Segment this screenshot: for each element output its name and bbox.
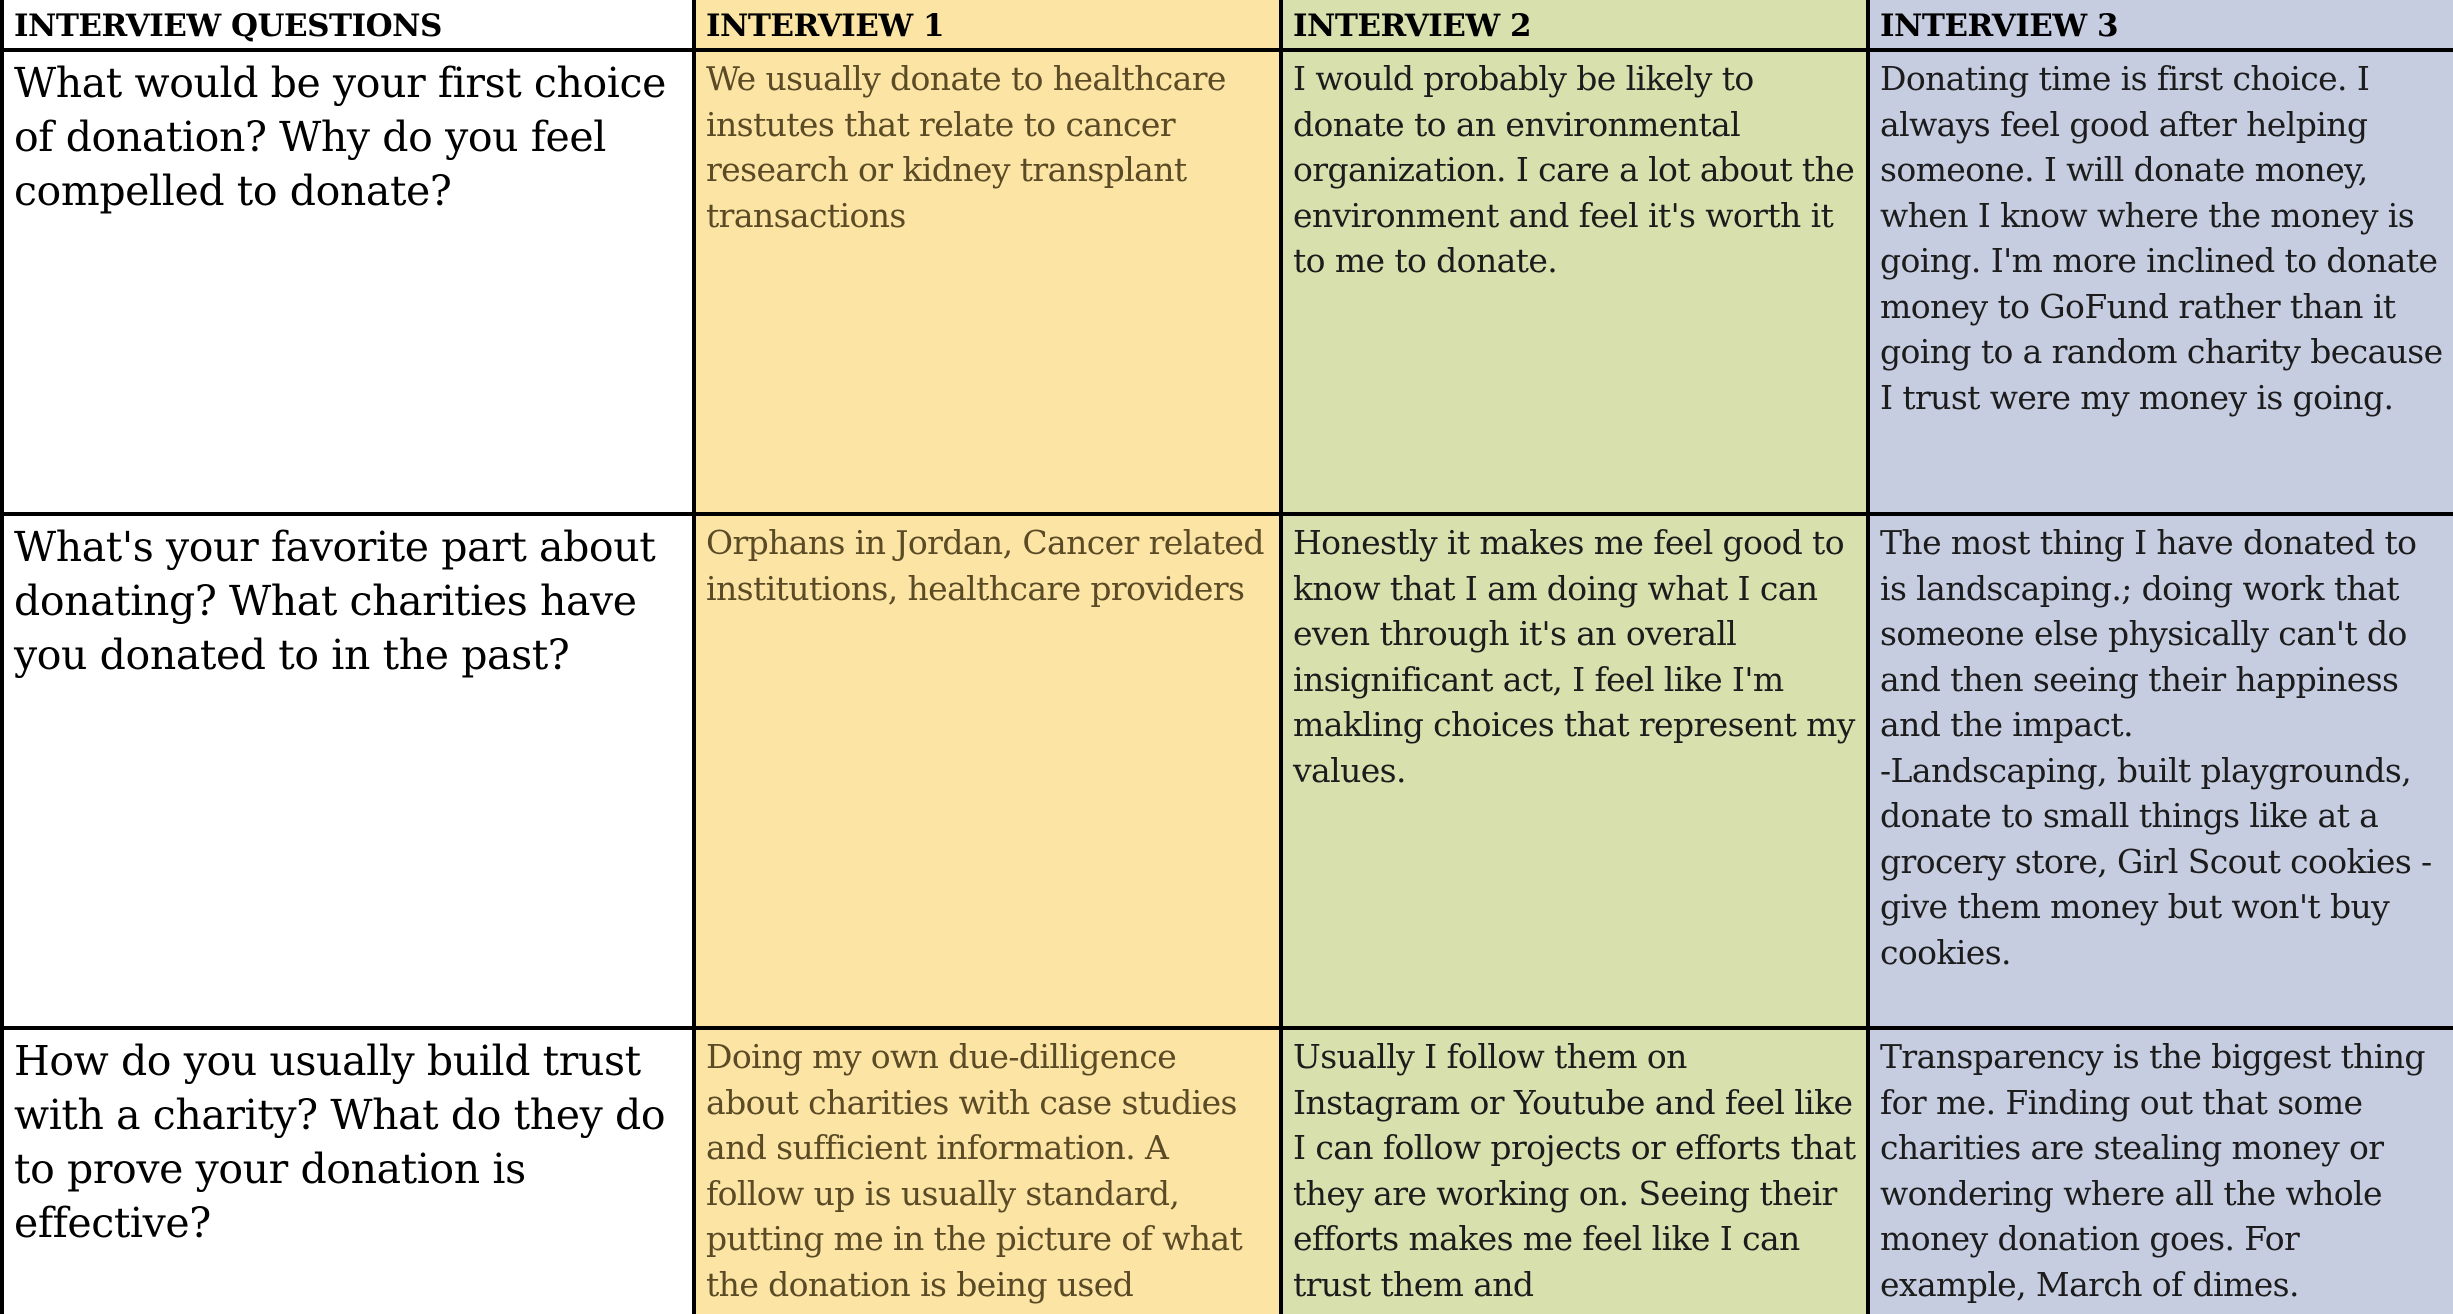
question-text: What would be your first choice of donation? Why do you feel compelled to donate? (14, 59, 666, 215)
question-text: How do you usually build trust with a charity? What do they do to prove your donation is effective? (14, 1037, 666, 1247)
table-row (2, 50, 2453, 514)
interview-1-answer-cell[interactable] (694, 1028, 1281, 1314)
interview-3-answer-cell[interactable] (1868, 514, 2453, 1028)
interview-1-answer-cell[interactable] (694, 514, 1281, 1028)
interview-1-answer-cell[interactable] (694, 50, 1281, 514)
answer-text: Usually I follow them on Instagram or Youtube and feel like I can follow projects or efforts that they are working on. Seeing their efforts makes me feel like I can trust them and (1293, 1037, 1856, 1304)
interview-2-answer-cell[interactable] (1281, 514, 1868, 1028)
question-cell[interactable] (2, 514, 694, 1028)
question-text: What's your favorite part about donating? What charities have you donated to in the past? (14, 523, 656, 679)
table-row (2, 514, 2453, 1028)
header-interview-questions[interactable]: INTERVIEW QUESTIONS (2, 0, 694, 50)
interview-2-answer-cell[interactable] (1281, 1028, 1868, 1314)
header-interview-1[interactable]: INTERVIEW 1 (694, 0, 1281, 50)
answer-text: Honestly it makes me feel good to know that I am doing what I can even through it's an overall insignificant act, I feel like I'm makling choices that represent my values. (1293, 523, 1855, 790)
answer-text: We usually donate to healthcare instutes that relate to cancer research or kidney transplant transactions (706, 59, 1226, 235)
interview-2-answer-cell[interactable] (1281, 50, 1868, 514)
answer-text: Transparency is the biggest thing for me. Finding out that some charities are stealing money or wondering where all the whole money donation goes. For example, March of dimes. (1880, 1037, 2425, 1304)
question-cell[interactable] (2, 50, 694, 514)
interview-3-answer-cell[interactable] (1868, 1028, 2453, 1314)
header-interview-2[interactable]: INTERVIEW 2 (1281, 0, 1868, 50)
answer-text: Donating time is first choice. I always feel good after helping someone. I will donate money, when I know where the money is going. I'm more inclined to donate money to GoFund rather than it going to a random charity because I trust were my money is going. (1880, 59, 2443, 417)
question-cell[interactable] (2, 1028, 694, 1314)
table-row (2, 1028, 2453, 1314)
answer-text: I would probably be likely to donate to an environmental organization. I care a lot about the environment and feel it's worth it to me to donate. (1293, 59, 1855, 280)
header-row (2, 0, 2453, 50)
header-interview-3[interactable]: INTERVIEW 3 (1868, 0, 2453, 50)
answer-text: The most thing I have donated to is landscaping.; doing work that someone else physically can't do and then seeing their happiness and the impact. -Landscaping, built playgrounds, donate to small things like at a grocery store, Girl Scout cookies - give them money but won't buy cookies. (1880, 523, 2432, 972)
interview-3-answer-cell[interactable] (1868, 50, 2453, 514)
answer-text: Doing my own due-dilligence about charities with case studies and sufficient information. A follow up is usually standard, putting me in the picture of what the donation is being used (706, 1037, 1243, 1304)
answer-text: Orphans in Jordan, Cancer related institutions, healthcare providers (706, 523, 1264, 608)
